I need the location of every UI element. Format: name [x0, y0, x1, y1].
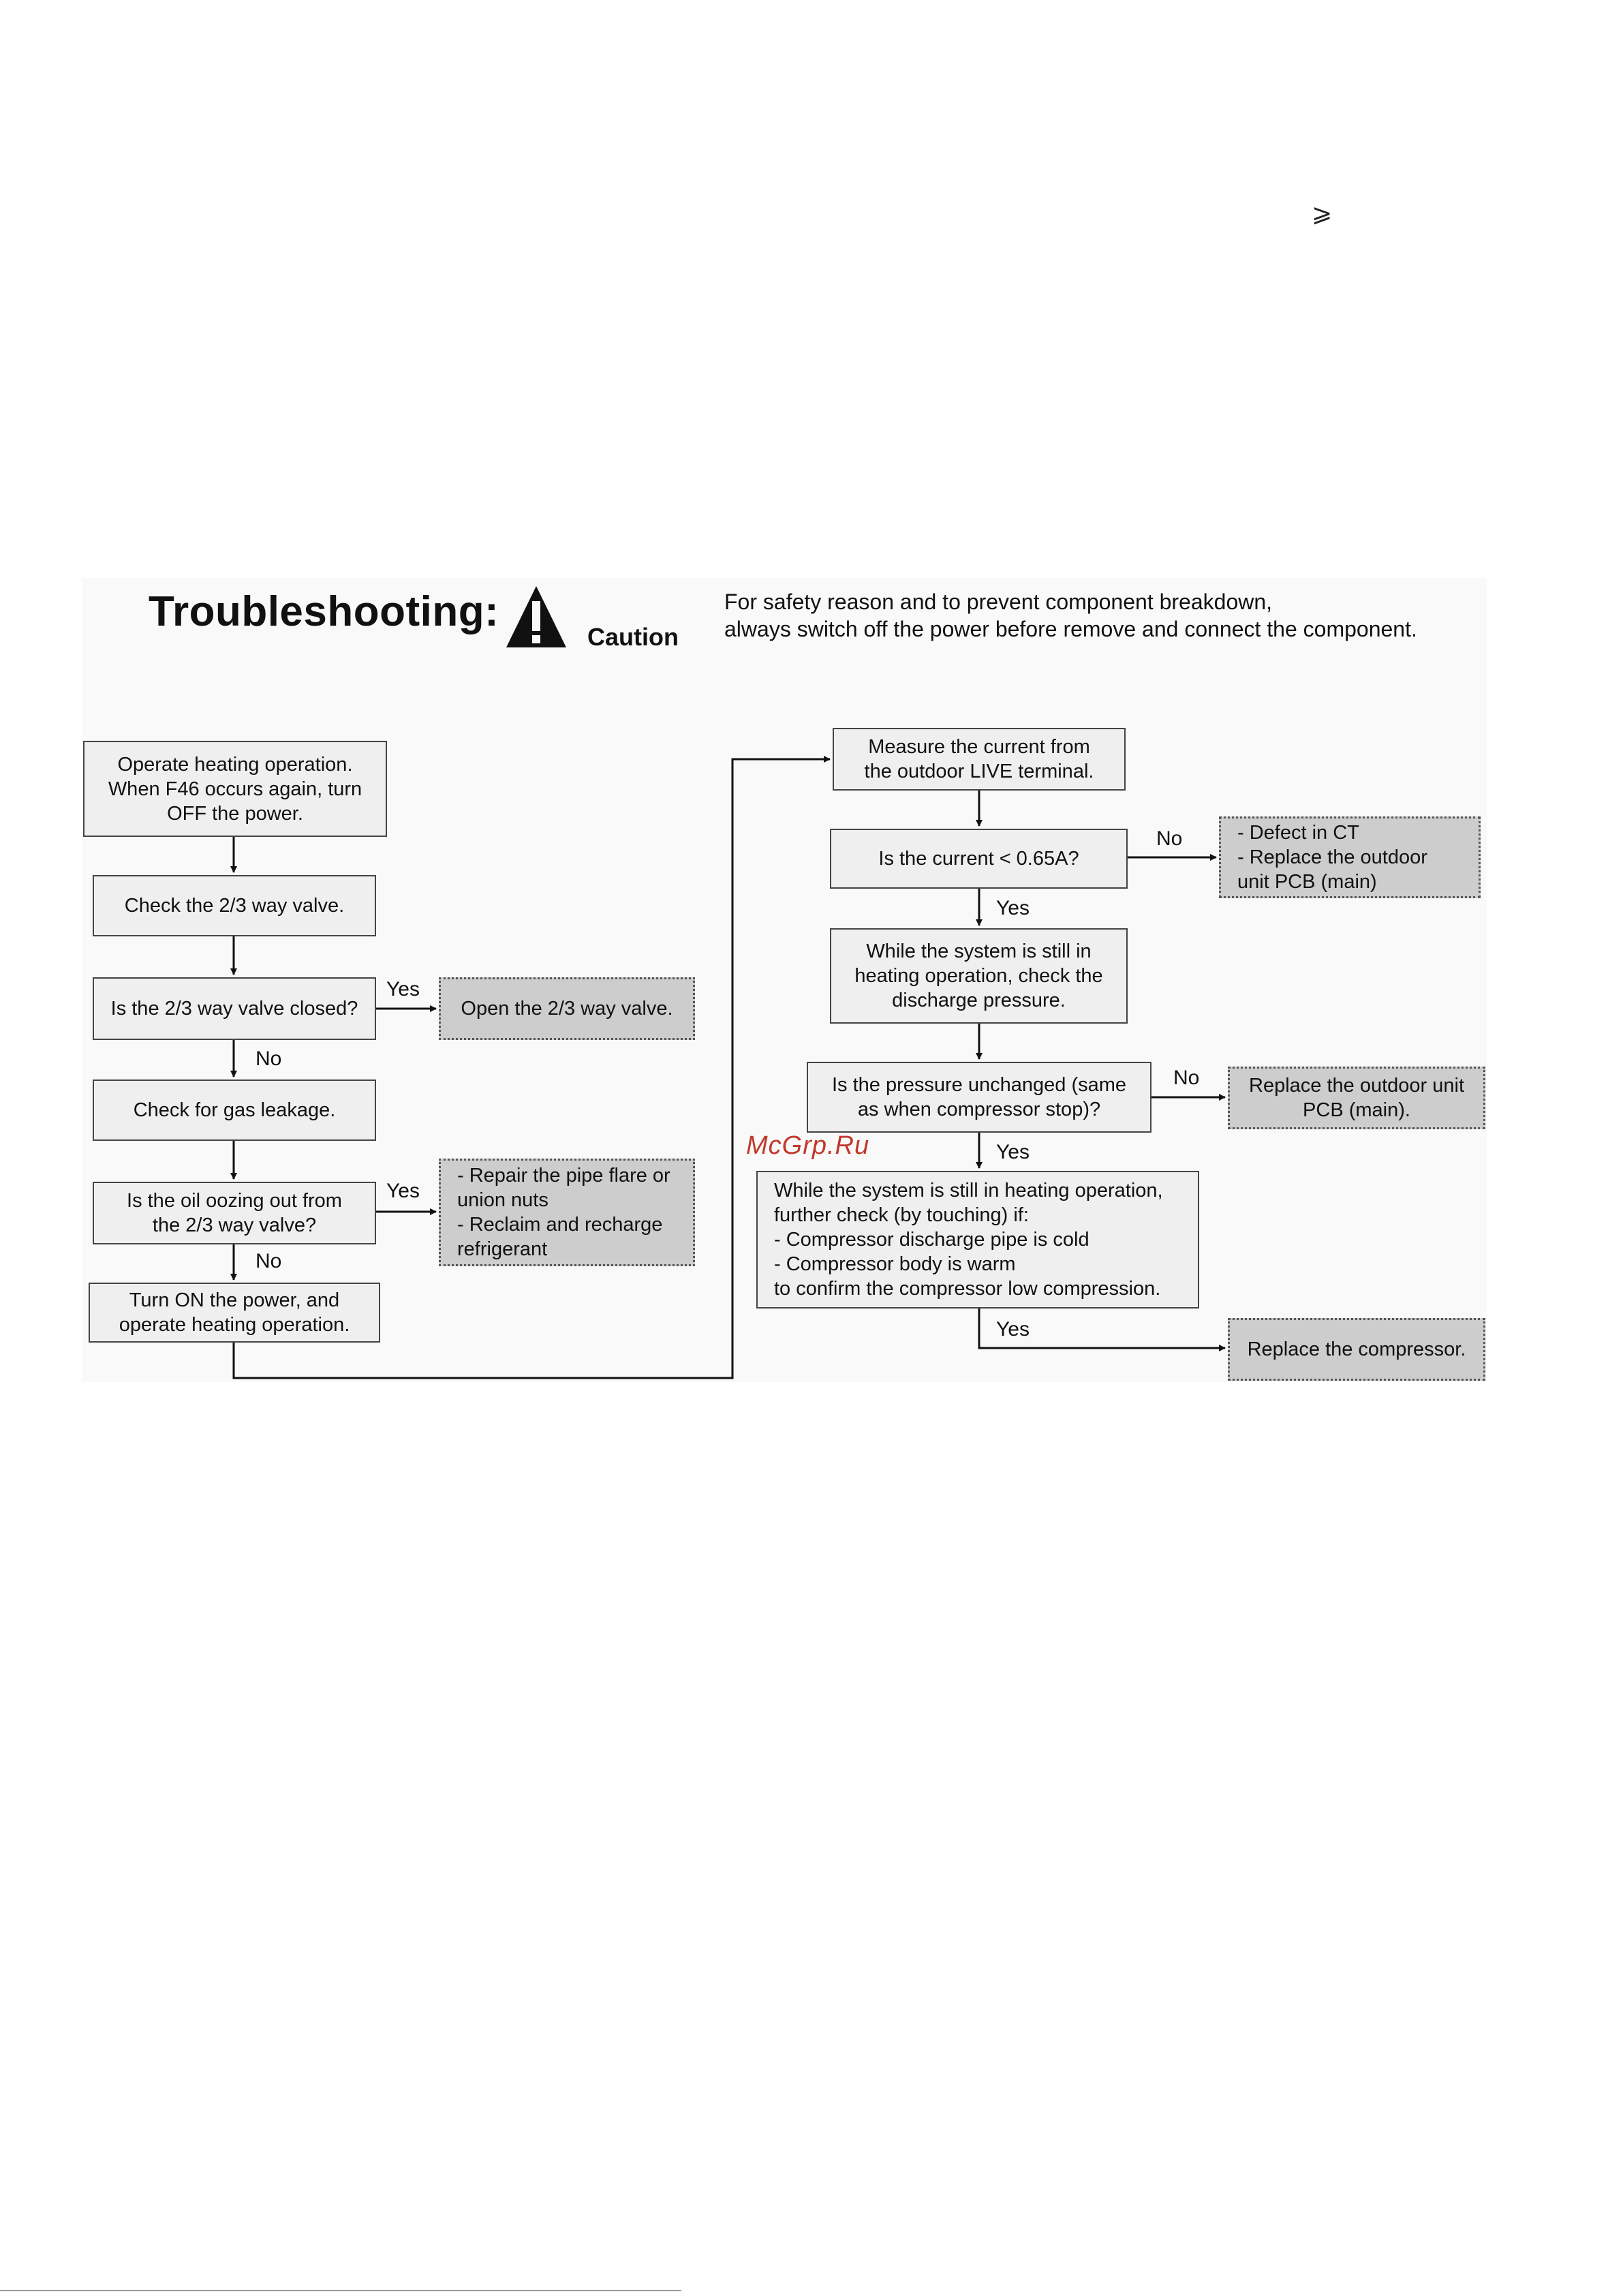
turn-on-power-step: Turn ON the power, and operate heating operation. [89, 1283, 380, 1343]
current-question: Is the current < 0.65A? [830, 829, 1128, 889]
open-valve-result: Open the 2/3 way valve. [439, 977, 695, 1040]
repair-pipe-result: - Repair the pipe flare or union nuts - Reclaim and recharge refrigerant [439, 1159, 695, 1266]
check-gas-step: Check for gas leakage. [93, 1080, 376, 1141]
oil-oozing-question: Is the oil oozing out from the 2/3 way valve? [93, 1182, 376, 1244]
replace-compressor-result: Replace the compressor. [1228, 1318, 1485, 1381]
measure-current-step: Measure the current from the outdoor LIVE terminal. [833, 728, 1126, 791]
footer-divider [0, 2290, 681, 2291]
caution-label: Caution [587, 623, 679, 651]
check-pressure-step: While the system is still in heating operation, check the discharge pressure. [830, 928, 1128, 1024]
pressure-question: Is the pressure unchanged (same as when compressor stop)? [807, 1062, 1151, 1133]
label-yes-oil-oozing: Yes [386, 1180, 420, 1202]
watermark: McGrp.Ru [746, 1131, 870, 1160]
label-yes-further-check: Yes [996, 1318, 1030, 1341]
valve-closed-question: Is the 2/3 way valve closed? [93, 977, 376, 1040]
label-yes-pressure: Yes [996, 1141, 1030, 1163]
corner-symbol: ⩾ [1312, 199, 1333, 227]
operate-heating-step: Operate heating operation. When F46 occurs again, turn OFF the power. [83, 741, 387, 837]
label-no-current: No [1156, 827, 1183, 850]
label-yes-current: Yes [996, 897, 1030, 919]
page-title: Troubleshooting: [149, 588, 499, 635]
label-no-oil-oozing: No [256, 1250, 282, 1272]
caution-text-line1: For safety reason and to prevent component breakdown, [724, 590, 1273, 614]
check-valve-step: Check the 2/3 way valve. [93, 875, 376, 936]
label-no-pressure: No [1173, 1067, 1200, 1089]
caution-text-line2: always switch off the power before remove and connect the component. [724, 617, 1417, 641]
label-no-valve-closed: No [256, 1047, 282, 1070]
further-check-step: While the system is still in heating operation, further check (by touching) if: - Compressor discharge pipe is cold - Compressor body is warm to confirm the compressor low compression. [756, 1171, 1199, 1308]
defect-ct-result: - Defect in CT - Replace the outdoor unit PCB (main) [1219, 816, 1481, 898]
replace-pcb-result: Replace the outdoor unit PCB (main). [1228, 1067, 1485, 1129]
label-yes-valve-closed: Yes [386, 978, 420, 1000]
